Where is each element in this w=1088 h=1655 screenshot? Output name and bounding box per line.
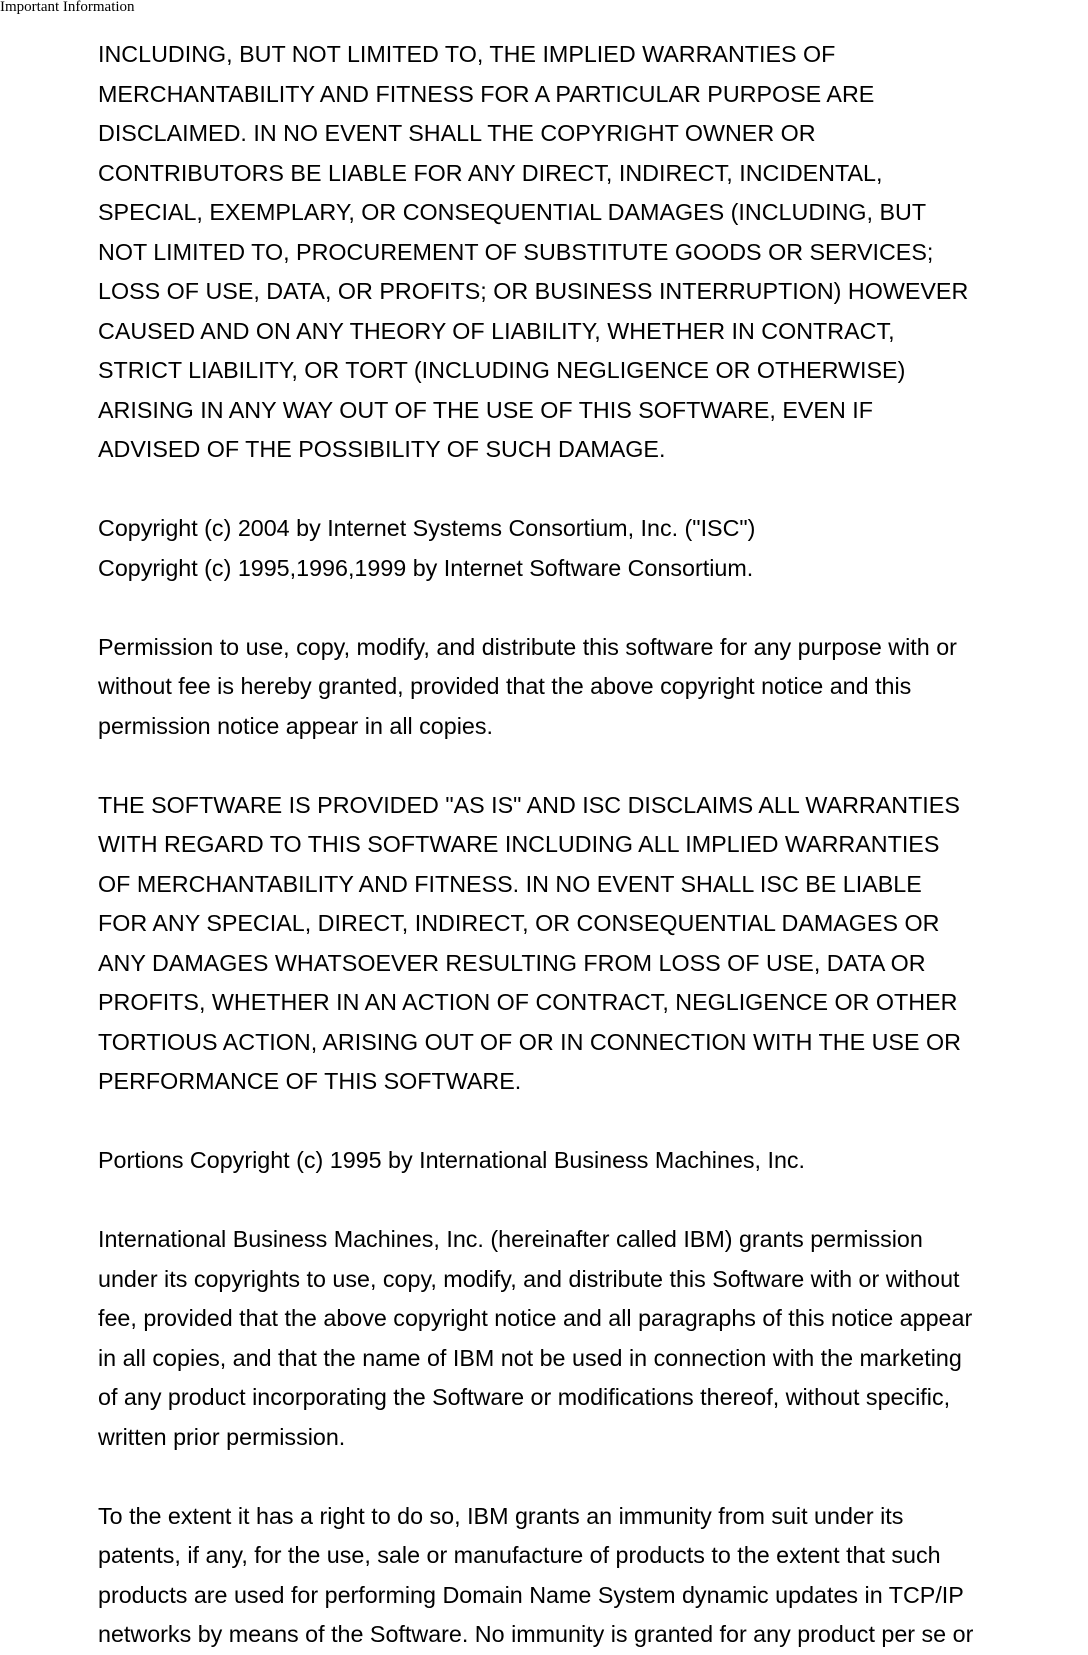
- paragraph-isc-copyright: [98, 509, 1088, 588]
- text-line: ADVISED OF THE POSSIBILITY OF SUCH DAMAGE.: [98, 436, 666, 462]
- text-line: INCLUDING, BUT NOT LIMITED TO, THE IMPLIED WARRANTIES OF: [98, 41, 836, 67]
- paragraph-spacer: [98, 470, 1088, 510]
- text-line: CAUSED AND ON ANY THEORY OF LIABILITY, WHETHER IN CONTRACT,: [98, 317, 895, 344]
- text-line: without fee is hereby granted, provided that the above copyright notice and this: [98, 673, 912, 699]
- text-line: written prior permission.: [98, 1423, 346, 1450]
- paragraph-spacer: [98, 746, 1088, 786]
- text-line: Copyright (c) 2004 by Internet Systems Consortium, Inc. ("ISC"): [98, 515, 756, 541]
- text-line: of any product incorporating the Software or modifications thereof, without specific,: [98, 1384, 951, 1410]
- text-line: networks by means of the Software. No immunity is granted for any product per se or: [98, 1621, 974, 1647]
- text-line: fee, provided that the above copyright notice and all paragraphs of this notice appear: [98, 1305, 973, 1331]
- text-line: products are used for performing Domain Name System dynamic updates in TCP/IP: [98, 1581, 964, 1608]
- text-line: permission notice appear in all copies.: [98, 712, 493, 739]
- text-line: WITH REGARD TO THIS SOFTWARE INCLUDING ALL IMPLIED WARRANTIES: [98, 831, 940, 857]
- text-line: FOR ANY SPECIAL, DIRECT, INDIRECT, OR CONSEQUENTIAL DAMAGES OR: [98, 910, 940, 936]
- text-line: patents, if any, for the use, sale or manufacture of products to the extent that such: [98, 1542, 941, 1568]
- text-line: OF MERCHANTABILITY AND FITNESS. IN NO EVENT SHALL ISC BE LIABLE: [98, 870, 922, 897]
- text-line: PROFITS, WHETHER IN AN ACTION OF CONTRACT, NEGLIGENCE OR OTHER: [98, 989, 958, 1015]
- text-line: TORTIOUS ACTION, ARISING OUT OF OR IN CONNECTION WITH THE USE OR: [98, 1028, 961, 1055]
- paragraph-spacer: [98, 588, 1088, 628]
- text-line: STRICT LIABILITY, OR TORT (INCLUDING NEGLIGENCE OR OTHERWISE): [98, 357, 906, 383]
- paragraph-disclaimer: [98, 35, 1088, 470]
- paragraph-spacer: [98, 1102, 1088, 1142]
- page-header-title: Important Information: [0, 0, 135, 15]
- text-line: Copyright (c) 1995,1996,1999 by Internet Software Consortium.: [98, 554, 754, 581]
- text-line: MERCHANTABILITY AND FITNESS FOR A PARTICULAR PURPOSE ARE: [98, 80, 875, 107]
- paragraph-spacer: [98, 1457, 1088, 1497]
- text-line: SPECIAL, EXEMPLARY, OR CONSEQUENTIAL DAMAGES (INCLUDING, BUT: [98, 199, 927, 225]
- text-line: ANY DAMAGES WHATSOEVER RESULTING FROM LOSS OF USE, DATA OR: [98, 949, 926, 976]
- text-line: NOT LIMITED TO, PROCUREMENT OF SUBSTITUTE GOODS OR SERVICES;: [98, 238, 934, 265]
- paragraph-ibm-immunity: [98, 1497, 1088, 1655]
- paragraph-isc-warranty: [98, 786, 1088, 1102]
- document-body: [98, 35, 1088, 1655]
- text-line: Portions Copyright (c) 1995 by International Business Machines, Inc.: [98, 1147, 806, 1173]
- text-line: To the extent it has a right to do so, IBM grants an immunity from suit under its: [98, 1502, 904, 1529]
- text-line: DISCLAIMED. IN NO EVENT SHALL THE COPYRIGHT OWNER OR: [98, 120, 816, 146]
- paragraph-permission: [98, 628, 1088, 747]
- text-line: THE SOFTWARE IS PROVIDED "AS IS" AND ISC DISCLAIMS ALL WARRANTIES: [98, 791, 960, 818]
- text-line: PERFORMANCE OF THIS SOFTWARE.: [98, 1068, 522, 1094]
- text-line: International Business Machines, Inc. (hereinafter called IBM) grants permission: [98, 1226, 923, 1252]
- text-line: in all copies, and that the name of IBM not be used in connection with the marketing: [98, 1344, 962, 1371]
- paragraph-spacer: [98, 1181, 1088, 1221]
- text-line: CONTRIBUTORS BE LIABLE FOR ANY DIRECT, INDIRECT, INCIDENTAL,: [98, 159, 883, 186]
- paragraph-ibm-copyright: [98, 1141, 1088, 1181]
- text-line: LOSS OF USE, DATA, OR PROFITS; OR BUSINESS INTERRUPTION) HOWEVER: [98, 278, 969, 304]
- paragraph-ibm-permission: [98, 1220, 1088, 1457]
- text-line: under its copyrights to use, copy, modify, and distribute this Software with or without: [98, 1265, 960, 1292]
- text-line: Permission to use, copy, modify, and distribute this software for any purpose with or: [98, 633, 957, 660]
- text-line: ARISING IN ANY WAY OUT OF THE USE OF THIS SOFTWARE, EVEN IF: [98, 396, 873, 423]
